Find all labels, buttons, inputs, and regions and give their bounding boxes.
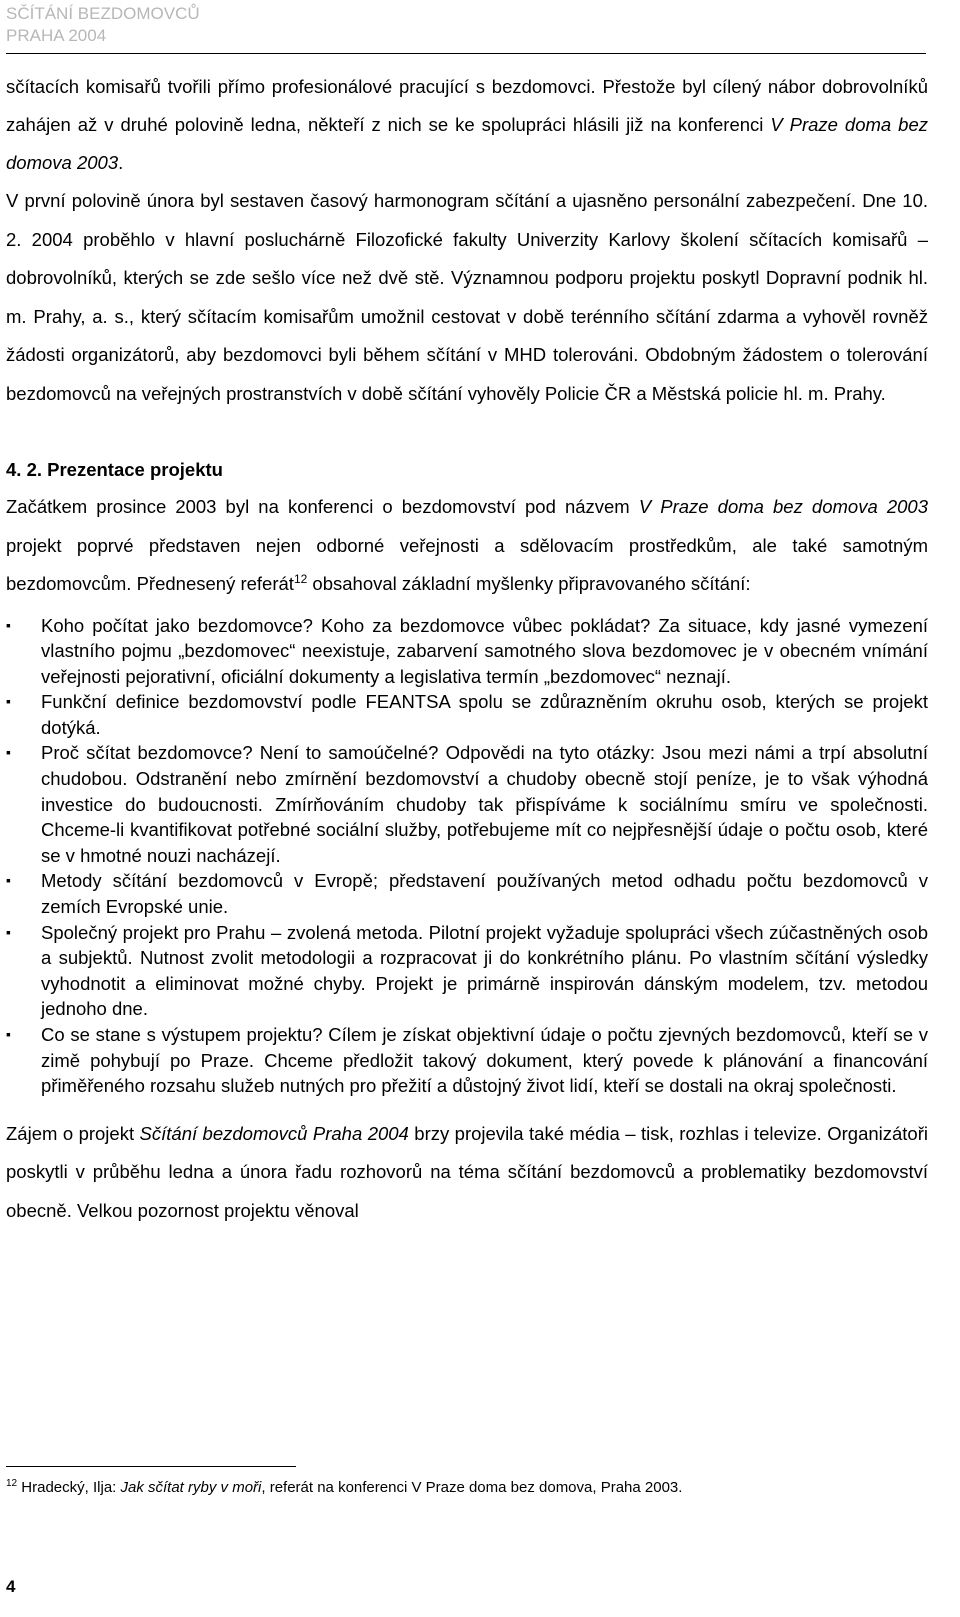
page-number: 4 — [6, 1577, 16, 1596]
list-item: ▪ Funkční definice bezdomovství podle FEANTSA spolu se zdůrazněním okruhu osob, kterých se projekt dotýká. — [6, 691, 928, 738]
list-item: ▪ Metody sčítání bezdomovců v Evropě; představení používaných metod odhadu počtu bezdomovců v zemích Evropské unie. — [6, 870, 928, 918]
footnote-number: 12 — [6, 1478, 18, 1489]
paragraph-presentation: Začátkem prosince 2003 byl na konferenci o bezdomovství pod názvem V Praze doma bez domova 2003 projekt poprvé představen nejen odborné veřejnosti a sdělovacím prostředkům, ale také samotným bezdomovcům. Přednesený referát$^{12}$ obsahoval základní myšlenky připravovaného sčítání: — [6, 496, 928, 594]
footnote-divider — [6, 1466, 296, 1467]
bullet-icon: ▪ — [6, 872, 11, 889]
bullet-icon: ▪ — [6, 616, 11, 633]
list-item: ▪ Společný projekt pro Prahu – zvolená metoda. Pilotní projekt vyžaduje spolupráci všech zúčastněných osob a subjektů. Nutnost zvolit metodologii a rozpracovat ji do konkrétního plánu. Po vlastním sčítání výsledky vyhodnotit a eliminovat možné chyby. Projekt je primárně inspirován dánským modelem, tzv. metodou jednoho dne. — [6, 921, 928, 1020]
bullet-icon: ▪ — [6, 923, 11, 940]
header-divider — [6, 53, 926, 54]
page-body — [6, 68, 928, 1230]
bullet-icon: ▪ — [6, 744, 11, 761]
paragraph-media: Zájem o projekt Sčítání bezdomovců Praha 2004 brzy projevila také média – tisk, rozhlas i televize. Organizátoři poskytli v průběhu ledna a února řadu rozhovorů na téma sčítání bezdomovců a problematiky bezdomovství obecně. Velkou pozornost projektu věnoval — [6, 1122, 928, 1221]
bullet-icon: ▪ — [6, 1026, 11, 1042]
list-item: ▪ Co se stane s výstupem projektu? Cílem je získat objektivní údaje o počtu zjevných bezdomovců, kteří se v zimě pohybují po Praze. Chceme předložit takový dokument, který povede k plánování a financování přiměřeného rozsahu služeb nutných pro přežití a důstojný život lidí, kteří se dostali na okraj společnosti. — [6, 1024, 928, 1097]
list-item: ▪ Proč sčítat bezdomovce? Není to samoúčelné? Odpovědi na tyto otázky: Jsou mezi námi a trpí absolutní chudobou. Odstranění nebo zmírnění bezdomovství a chudoby obecně stojí peníze, je to však výhodná investice do budoucnosti. Zmírňováním chudoby tak přispíváme k sociálnímu smíru ve společnosti. Chceme-li kvantifikovat potřebné sociální služby, potřebujeme mít co nejpřesnější údaje o počtu osob, které se v hmotné nouzi nacházejí. — [6, 742, 928, 866]
running-header — [6, 3, 200, 47]
list-item: ▪ Koho počítat jako bezdomovce? Koho za bezdomovce vůbec pokládat? Za situace, kdy jasné vymezení vlastního pojmu „bezdomovec“ neexistuje, zabarvení samotného slova bezdomovec je v obecném vnímání veřejnosti pejorativní, oficiální dokumenty a legislativa termín „bezdomovec“ neznají. — [6, 614, 928, 687]
header-title: SČÍTÁNÍ BEZDOMOVCŮ — [6, 4, 200, 23]
paragraph-schedule: V první polovině února byl sestaven časový harmonogram sčítání a ujasněno personální zabezpečení. Dne 10. 2. 2004 proběhlo v hlavní posluchárně Filozofické fakulty Univerzity Karlovy školení sčítacích komisařů – dobrovolníků, kterých se zde sešlo více než dvě stě. Významnou podporu projektu poskytl Dopravní podnik hl. m. Prahy, a. s., který sčítacím komisařům umožnil cestovat v době terénního sčítání zdarma a vyhověl rovněž žádosti organizátorů, aby bezdomovci byli během sčítání v MHD tolerováni. Obdobným žádostem o tolerování bezdomovců na veřejných prostranstvích v době sčítání vyhověly Policie ČR a Městská policie hl. m. Prahy. — [6, 190, 928, 404]
section-heading: 4. 2. Prezentace projektu — [6, 459, 223, 480]
paragraph-volunteers: sčítacích komisařů tvořili přímo profesionálové pracující s bezdomovci. Přestože byl cílený nábor dobrovolníků zahájen až v druhé polovině ledna, někteří z nich se ke spolupráci hlásili již na konferenci V Praze doma bez domova 2003. — [6, 76, 928, 173]
bullet-list — [6, 613, 928, 1099]
header-subtitle: PRAHA 2004 — [6, 26, 107, 45]
bullet-icon: ▪ — [6, 693, 11, 710]
footnote: $^{12}$ Hradecký, Ilja: Jak sčítat ryby v moři, referát na konferenci V Praze doma bez domova, Praha 2003. — [6, 1478, 683, 1496]
footnote-ref[interactable]: 12 — [293, 572, 308, 586]
